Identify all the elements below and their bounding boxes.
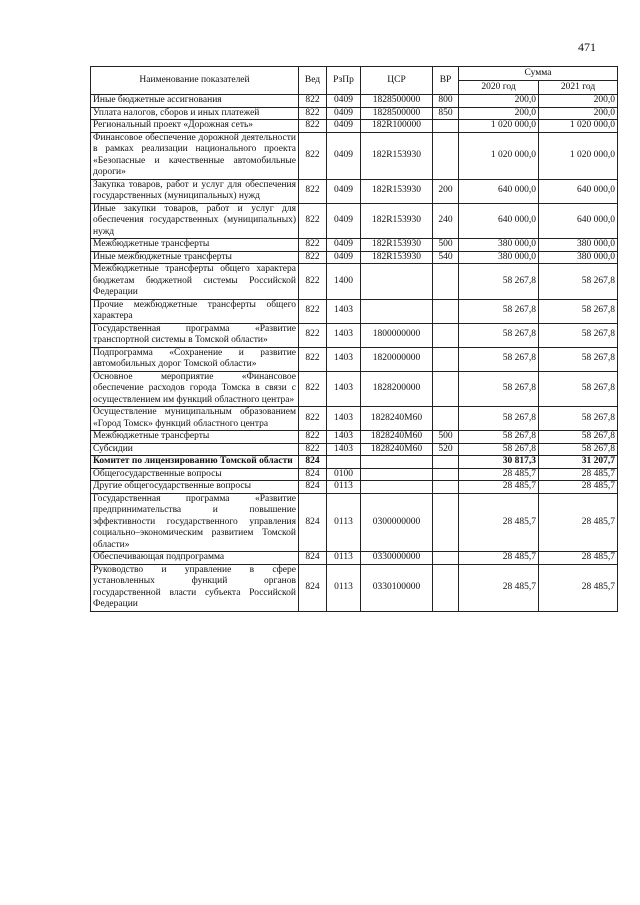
- row-sum-2020: 28 485,7: [459, 493, 539, 552]
- row-sum-2021: 200,0: [539, 107, 618, 120]
- row-sum-2021: 58 267,8: [539, 407, 618, 431]
- row-csr: 1820000000: [361, 347, 433, 371]
- row-name: Межбюджетные трансферты: [91, 431, 299, 444]
- row-sum-2021: 58 267,8: [539, 431, 618, 444]
- row-vr: [433, 264, 459, 300]
- row-rzpr: 0113: [327, 564, 361, 611]
- row-name: Закупка товаров, работ и услуг для обеспечения государственных (муниципальных) нужд: [91, 179, 299, 203]
- row-csr: [361, 264, 433, 300]
- row-name: Основное мероприятие «Финансовое обеспечение расходов города Томска в связи с осуществлением им функций областного центра»: [91, 371, 299, 407]
- budget-table: [90, 66, 618, 612]
- row-rzpr: 1403: [327, 299, 361, 323]
- row-vr: 520: [433, 443, 459, 456]
- header-rzpr: РзПр: [327, 67, 361, 95]
- row-rzpr: 0113: [327, 493, 361, 552]
- row-ved: 822: [299, 95, 327, 108]
- row-ved: 824: [299, 552, 327, 565]
- row-csr: 1828240М60: [361, 431, 433, 444]
- row-name: Обеспечивающая подпрограмма: [91, 552, 299, 565]
- row-name: Иные бюджетные ассигнования: [91, 95, 299, 108]
- table-row: [91, 323, 618, 347]
- row-vr: 500: [433, 431, 459, 444]
- header-csr: ЦСР: [361, 67, 433, 95]
- row-csr: [361, 299, 433, 323]
- row-sum-2021: 380 000,0: [539, 239, 618, 252]
- row-sum-2021: 58 267,8: [539, 371, 618, 407]
- row-csr: 182R153930: [361, 251, 433, 264]
- row-name: Иные межбюджетные трансферты: [91, 251, 299, 264]
- row-name: Региональный проект «Дорожная сеть»: [91, 120, 299, 133]
- row-vr: [433, 493, 459, 552]
- row-sum-2020: 380 000,0: [459, 251, 539, 264]
- row-sum-2020: 58 267,8: [459, 264, 539, 300]
- row-sum-2020: 28 485,7: [459, 552, 539, 565]
- row-name: Комитет по лицензированию Томской области: [91, 456, 299, 469]
- table-row: [91, 203, 618, 239]
- row-name: Субсидии: [91, 443, 299, 456]
- row-csr: 0300000000: [361, 493, 433, 552]
- row-rzpr: 1403: [327, 407, 361, 431]
- header-year-2020: 2020 год: [459, 81, 539, 95]
- row-sum-2020: 1 020 000,0: [459, 120, 539, 133]
- header-vr: ВР: [433, 67, 459, 95]
- row-vr: [433, 552, 459, 565]
- row-csr: 1828500000: [361, 95, 433, 108]
- header-name: Наименование показателей: [91, 67, 299, 95]
- page-number: 471: [578, 40, 596, 54]
- table-row: [91, 468, 618, 481]
- row-name: Финансовое обеспечение дорожной деятельности в рамках реализации национального проекта «Безопасные и качественные автомобильные дороги»: [91, 132, 299, 179]
- row-rzpr: 0409: [327, 132, 361, 179]
- row-csr: [361, 456, 433, 469]
- row-name: Межбюджетные трансферты общего характера бюджетам бюджетной системы Российской Федерации: [91, 264, 299, 300]
- row-sum-2021: 640 000,0: [539, 203, 618, 239]
- row-rzpr: [327, 456, 361, 469]
- row-sum-2021: 58 267,8: [539, 347, 618, 371]
- row-ved: 824: [299, 456, 327, 469]
- row-name: Иные закупки товаров, работ и услуг для обеспечения государственных (муниципальных) нужд: [91, 203, 299, 239]
- row-csr: 182R100000: [361, 120, 433, 133]
- row-sum-2020: 200,0: [459, 95, 539, 108]
- table-row: [91, 481, 618, 494]
- row-ved: 824: [299, 468, 327, 481]
- row-rzpr: 0409: [327, 179, 361, 203]
- row-ved: 824: [299, 493, 327, 552]
- row-sum-2020: 640 000,0: [459, 179, 539, 203]
- table-row: [91, 407, 618, 431]
- row-name: Уплата налогов, сборов и иных платежей: [91, 107, 299, 120]
- row-sum-2020: 58 267,8: [459, 431, 539, 444]
- row-rzpr: 1403: [327, 443, 361, 456]
- header-summa: Сумма: [459, 67, 618, 81]
- row-ved: 822: [299, 443, 327, 456]
- row-csr: 1828240М60: [361, 407, 433, 431]
- row-ved: 822: [299, 251, 327, 264]
- row-rzpr: 1403: [327, 371, 361, 407]
- row-vr: [433, 132, 459, 179]
- row-vr: [433, 299, 459, 323]
- row-name: Общегосударственные вопросы: [91, 468, 299, 481]
- row-sum-2020: 640 000,0: [459, 203, 539, 239]
- row-sum-2021: 28 485,7: [539, 564, 618, 611]
- row-vr: [433, 323, 459, 347]
- row-vr: [433, 347, 459, 371]
- row-ved: 822: [299, 431, 327, 444]
- row-sum-2021: 58 267,8: [539, 299, 618, 323]
- table-row: [91, 132, 618, 179]
- table-row: [91, 107, 618, 120]
- row-csr: [361, 468, 433, 481]
- row-ved: 822: [299, 107, 327, 120]
- table-row: [91, 371, 618, 407]
- row-sum-2021: 380 000,0: [539, 251, 618, 264]
- row-vr: [433, 468, 459, 481]
- row-name: Прочие межбюджетные трансферты общего характера: [91, 299, 299, 323]
- row-sum-2021: 28 485,7: [539, 481, 618, 494]
- table-row: [91, 179, 618, 203]
- table-row: [91, 347, 618, 371]
- row-name: Государственная программа «Развитие предпринимательства и повышение эффективности государственного управления социально–экономическим развитием Томской области»: [91, 493, 299, 552]
- row-sum-2021: 1 020 000,0: [539, 120, 618, 133]
- row-vr: 540: [433, 251, 459, 264]
- header-ved: Вед: [299, 67, 327, 95]
- row-csr: 0330100000: [361, 564, 433, 611]
- row-csr: 1828500000: [361, 107, 433, 120]
- row-rzpr: 0409: [327, 251, 361, 264]
- row-vr: 850: [433, 107, 459, 120]
- table-row: [91, 564, 618, 611]
- row-sum-2020: 1 020 000,0: [459, 132, 539, 179]
- row-sum-2020: 380 000,0: [459, 239, 539, 252]
- row-sum-2021: 200,0: [539, 95, 618, 108]
- row-sum-2021: 58 267,8: [539, 323, 618, 347]
- row-name: Государственная программа «Развитие транспортной системы в Томской области»: [91, 323, 299, 347]
- table-row: [91, 239, 618, 252]
- row-rzpr: 0409: [327, 107, 361, 120]
- row-rzpr: 0100: [327, 468, 361, 481]
- row-sum-2020: 58 267,8: [459, 299, 539, 323]
- row-ved: 822: [299, 371, 327, 407]
- row-rzpr: 0113: [327, 481, 361, 494]
- row-csr: 1828200000: [361, 371, 433, 407]
- table-row: [91, 264, 618, 300]
- row-sum-2021: 1 020 000,0: [539, 132, 618, 179]
- row-ved: 822: [299, 299, 327, 323]
- row-vr: [433, 456, 459, 469]
- row-vr: 500: [433, 239, 459, 252]
- row-sum-2020: 200,0: [459, 107, 539, 120]
- row-name: Осуществление муниципальным образованием «Город Томск» функций областного центра: [91, 407, 299, 431]
- table-row: [91, 120, 618, 133]
- row-vr: [433, 481, 459, 494]
- row-sum-2021: 58 267,8: [539, 264, 618, 300]
- table-row: [91, 95, 618, 108]
- row-ved: 822: [299, 347, 327, 371]
- row-ved: 822: [299, 120, 327, 133]
- row-sum-2021: 640 000,0: [539, 179, 618, 203]
- row-vr: 240: [433, 203, 459, 239]
- table-row: [91, 552, 618, 565]
- row-sum-2021: 28 485,7: [539, 493, 618, 552]
- row-name: Другие общегосударственные вопросы: [91, 481, 299, 494]
- row-csr: 182R153930: [361, 132, 433, 179]
- row-sum-2020: 28 485,7: [459, 481, 539, 494]
- row-sum-2020: 58 267,8: [459, 407, 539, 431]
- row-csr: 1800000000: [361, 323, 433, 347]
- row-ved: 822: [299, 132, 327, 179]
- row-csr: 182R153930: [361, 239, 433, 252]
- row-sum-2021: 28 485,7: [539, 468, 618, 481]
- row-csr: 0330000000: [361, 552, 433, 565]
- table-body: [91, 95, 618, 612]
- row-sum-2020: 58 267,8: [459, 323, 539, 347]
- row-vr: 800: [433, 95, 459, 108]
- row-ved: 822: [299, 179, 327, 203]
- row-ved: 822: [299, 323, 327, 347]
- row-csr: 182R153930: [361, 203, 433, 239]
- row-rzpr: 0113: [327, 552, 361, 565]
- row-rzpr: 1403: [327, 323, 361, 347]
- row-vr: [433, 120, 459, 133]
- row-sum-2020: 28 485,7: [459, 468, 539, 481]
- row-rzpr: 0409: [327, 120, 361, 133]
- row-vr: [433, 407, 459, 431]
- row-sum-2020: 28 485,7: [459, 564, 539, 611]
- row-csr: 1828240М60: [361, 443, 433, 456]
- table-row: [91, 251, 618, 264]
- row-vr: 200: [433, 179, 459, 203]
- row-sum-2020: 58 267,8: [459, 371, 539, 407]
- row-vr: [433, 564, 459, 611]
- table-row: [91, 456, 618, 469]
- row-vr: [433, 371, 459, 407]
- row-sum-2021: 31 207,7: [539, 456, 618, 469]
- row-name: Руководство и управление в сфере установленных функций органов государственной власти субъекта Российской Федерации: [91, 564, 299, 611]
- row-sum-2020: 58 267,8: [459, 347, 539, 371]
- row-name: Межбюджетные трансферты: [91, 239, 299, 252]
- row-rzpr: 1400: [327, 264, 361, 300]
- row-rzpr: 0409: [327, 239, 361, 252]
- table-row: [91, 431, 618, 444]
- row-sum-2020: 58 267,8: [459, 443, 539, 456]
- row-sum-2021: 28 485,7: [539, 552, 618, 565]
- row-name: Подпрограмма «Сохранение и развитие автомобильных дорог Томской области»: [91, 347, 299, 371]
- row-ved: 824: [299, 481, 327, 494]
- table-row: [91, 493, 618, 552]
- row-sum-2020: 30 817,3: [459, 456, 539, 469]
- table-row: [91, 443, 618, 456]
- row-ved: 822: [299, 407, 327, 431]
- row-sum-2021: 58 267,8: [539, 443, 618, 456]
- row-rzpr: 0409: [327, 95, 361, 108]
- row-rzpr: 1403: [327, 347, 361, 371]
- row-rzpr: 1403: [327, 431, 361, 444]
- row-rzpr: 0409: [327, 203, 361, 239]
- row-csr: 182R153930: [361, 179, 433, 203]
- row-ved: 822: [299, 239, 327, 252]
- row-ved: 822: [299, 203, 327, 239]
- row-ved: 824: [299, 564, 327, 611]
- table-row: [91, 299, 618, 323]
- row-ved: 822: [299, 264, 327, 300]
- row-csr: [361, 481, 433, 494]
- header-year-2021: 2021 год: [539, 81, 618, 95]
